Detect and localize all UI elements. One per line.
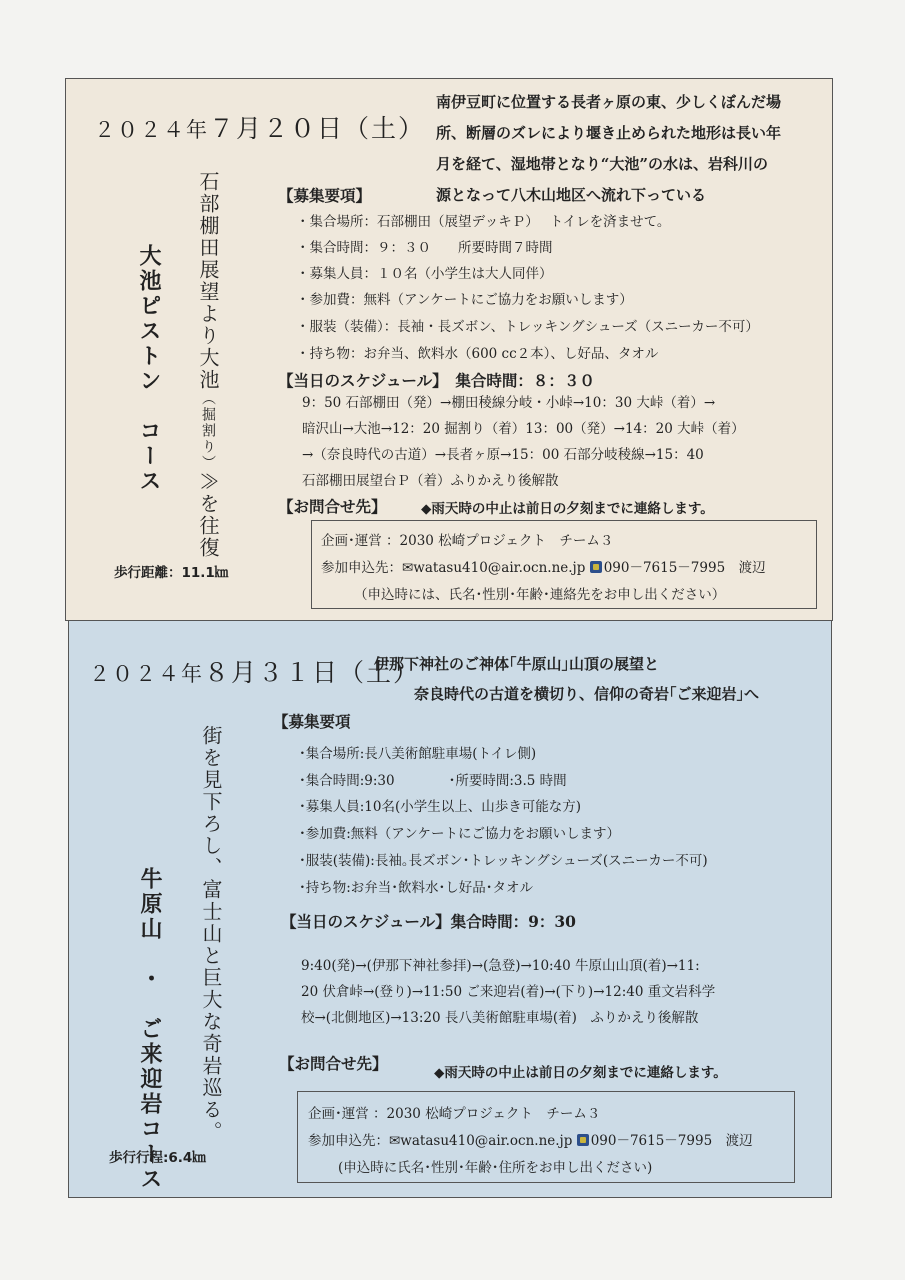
course2-date [89, 653, 420, 689]
contact-org: 企画･運営 ：2030 松崎プロジェクト チーム３ [308, 1106, 601, 1122]
contact-note: （申込時には、氏名･性別･年齢･連絡先をお申し出ください） [354, 587, 726, 603]
course1-title: 大池ピストン コース [136, 244, 162, 494]
course2-rain-notice: ◆雨天時の中止は前日の夕刻までに連絡します。 [434, 1065, 727, 1081]
phone-icon [590, 561, 602, 573]
intro-line: 伊那下神社のご神体｢牛原山｣山頂の展望と [374, 655, 660, 673]
course1-schedule-line: 石部棚田展望台Ｐ（着）ふりかえり後解散 [302, 473, 559, 489]
course1-subtitle-a: 石部棚田展望より大池 [196, 171, 220, 391]
course1-subtitle-b: （掘割り） [200, 391, 216, 471]
contact-org: 企画･運営 ：2030 松崎プロジェクト チーム３ [321, 533, 614, 549]
course2-schedule-line: 20 伏倉峠→(登り)→11:50 ご来迎岩(着)→(下り)→12:40 重文岩科学 [301, 984, 716, 1000]
course2-date-md: ８月３１日（土） [204, 658, 421, 687]
course2-date-year: ２０２４年 [89, 662, 204, 686]
course1-rain-notice: ◆雨天時の中止は前日の夕刻までに連絡します。 [421, 501, 714, 517]
course1-date-md: ７月２０日（土） [209, 114, 426, 143]
course2-subtitle: 街を見下ろし、富士山と巨大な奇岩巡る。 [199, 725, 223, 1143]
course2-title: 牛原山 ・ ご来迎岩コース [137, 867, 163, 1192]
course1-schedule-line: →（奈良時代の古道）→長者ヶ原→15：00 石部分岐稜線→15：40 [302, 447, 704, 463]
contact-apply [308, 1129, 753, 1149]
course2-item: ･募集人員:10名(小学生以上、山歩き可能な方) [299, 799, 582, 815]
course2-item: ･参加費:無料（アンケートにご協力をお願いします） [299, 826, 620, 842]
course2-contact-heading: 【お問合せ先】 [279, 1054, 388, 1073]
email-link[interactable]: ✉watasu410@air.ocn.ne.jp [389, 1133, 573, 1149]
course1-intro [436, 87, 781, 211]
course2-schedule-line: 9:40(発)→(伊那下神社参拝)→(急登)→10:40 牛原山山頂(着)→11: [301, 958, 700, 974]
apply-label: 参加申込先： [308, 1133, 389, 1149]
course1-item: ・集合時間：９：３０ 所要時間７時間 [296, 240, 553, 256]
course2-schedule-line: 校→(北側地区)→13:20 長八美術館駐車場(着) ふりかえり後解散 [301, 1010, 699, 1026]
intro-line: 所、断層のズレにより堰き止められた地形は長い年 [436, 124, 782, 142]
course2-panel [68, 620, 832, 1198]
course1-subtitle-c: ≫を往復 [196, 471, 220, 559]
course1-schedule-line: 暗沢山→大池→12：20 掘割り（着）13：00（発）→14：20 大峠（着） [302, 421, 745, 437]
contact-apply [321, 556, 766, 576]
course1-date [94, 109, 425, 145]
course2-item: ･服装(装備):長袖｡長ズボン･トレッキングシューズ(スニーカー不可) [299, 853, 708, 869]
intro-line: 源となって八木山地区へ流れ下っている [436, 186, 707, 204]
phone-icon [577, 1134, 589, 1146]
intro-line: 南伊豆町に位置する長者ヶ原の東、少しくぼんだ場 [436, 93, 782, 111]
course1-contact-box [311, 520, 817, 609]
course1-schedule-heading: 【当日のスケジュール】 集合時間：８：３０ [278, 371, 595, 390]
course2-item: ･集合時間:9:30 ･所要時間:3.5 時間 [299, 773, 567, 789]
course2-recruit-heading: 【募集要項 [273, 712, 351, 731]
intro-line: 奈良時代の古道を横切り、信仰の奇岩｢ご来迎岩｣へ [414, 685, 760, 703]
course1-item: ・集合場所：石部棚田（展望デッキＰ） トイレを済ませて。 [296, 214, 671, 230]
course2-contact-box [297, 1091, 795, 1183]
course2-item: ･集合場所:長八美術館駐車場(トイレ側) [299, 746, 537, 762]
course2-item: ･持ち物:お弁当･飲料水･し好品･タオル [299, 880, 534, 896]
course1-contact-heading: 【お問合せ先】 [278, 497, 387, 516]
course1-recruit-heading: 【募集要項】 [278, 186, 372, 205]
course1-item: ・参加費：無料（アンケートにご協力をお願いします） [296, 292, 633, 308]
course1-item: ・持ち物：お弁当、飲料水（600 cc２本）、し好品、タオル [296, 346, 659, 362]
contact-note: (申込時に氏名･性別･年齢･住所をお申し出ください) [338, 1160, 653, 1176]
course1-subtitle [194, 171, 223, 559]
course1-date-year: ２０２４年 [94, 118, 209, 142]
course1-item: ・募集人員：１０名（小学生は大人同伴） [296, 266, 553, 282]
course1-item: ・服装（装備）：長袖・長ズボン、トレッキングシューズ（スニーカー不可） [296, 319, 759, 335]
course2-schedule-heading: 【当日のスケジュール】集合時間：9：30 [281, 912, 576, 931]
apply-label: 参加申込先： [321, 560, 402, 576]
phone-number[interactable]: 090－7615－7995 渡辺 [603, 560, 766, 576]
course2-distance: 歩行行程:6.4㎞ [109, 1150, 206, 1166]
course1-distance: 歩行距離：11.1㎞ [114, 565, 229, 581]
email-link[interactable]: ✉watasu410@air.ocn.ne.jp [402, 560, 586, 576]
course2-intro [374, 649, 759, 709]
course1-panel [65, 78, 833, 621]
course1-schedule-line: 9：50 石部棚田（発）→棚田稜線分岐・小峠→10：30 大峠（着）→ [302, 395, 716, 411]
phone-number[interactable]: 090－7615－7995 渡辺 [590, 1133, 753, 1149]
intro-line: 月を経て、湿地帯となり“大池”の水は、岩科川の [436, 155, 768, 173]
